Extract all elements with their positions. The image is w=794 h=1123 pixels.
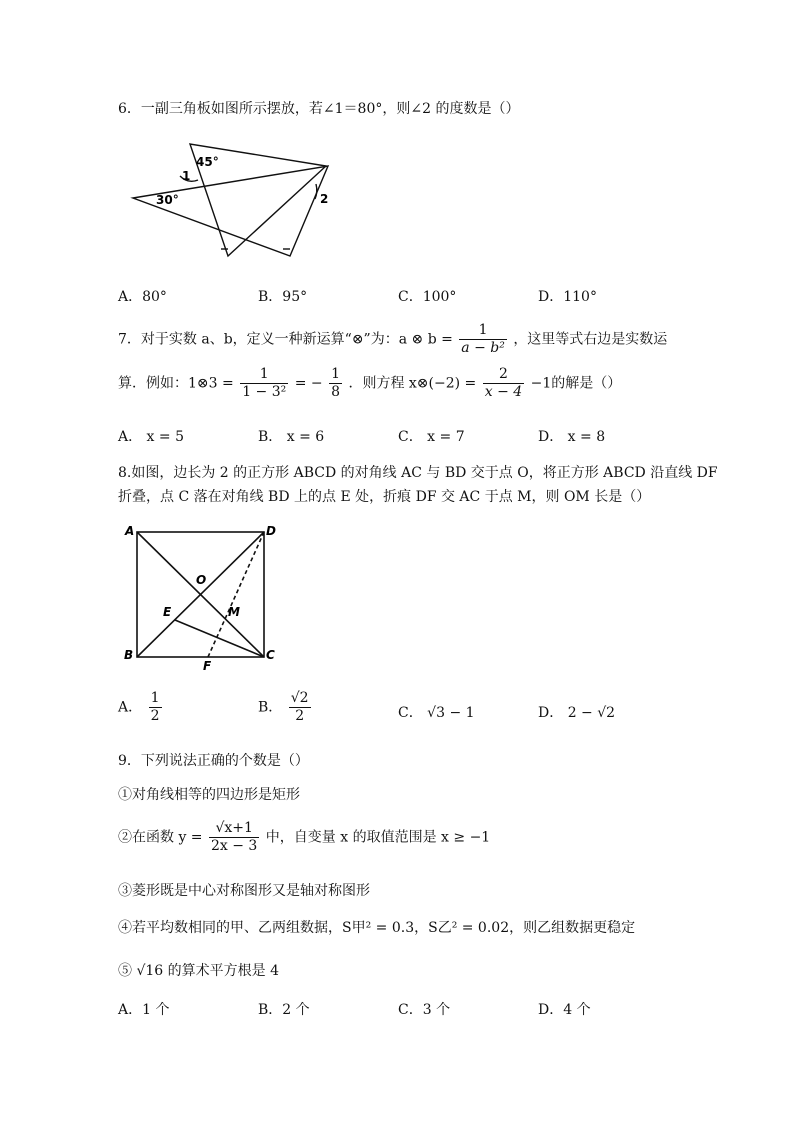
q8-option-d <box>538 702 615 722</box>
q7-eq-fraction <box>483 366 524 401</box>
q8-label-b: B <box>124 648 134 662</box>
q7-def-num: 1 <box>459 322 507 340</box>
q7-ex-den: 1 − 3² <box>242 384 287 400</box>
q7-line1 <box>118 322 667 357</box>
q8-line2: 折叠，点 C 落在对角线 BD 上的点 E 处，折痕 DF 交 AC 于点 M，则 OM 长是（） <box>118 489 651 505</box>
q7-ex-pre: 算．例如：1⊗3 = <box>118 375 234 392</box>
q7-option-d: D． x = 8 <box>538 429 606 445</box>
q9-s2-post: 中，自变量 x 的取值范围是 x ≥ −1 <box>265 829 491 846</box>
q6-option-a: A．80° <box>118 289 167 305</box>
q9-statement-5: ⑤ √16 的算术平方根是 4 <box>118 963 279 979</box>
q7-option-b: B． x = 6 <box>258 429 325 445</box>
q8-label-e: E <box>163 605 172 619</box>
q8-option-b <box>258 690 313 725</box>
q9-text: 9．下列说法正确的个数是（） <box>118 753 309 769</box>
q9-s2-den: 2x − 3 <box>211 838 258 854</box>
q6-triangle-figure <box>120 136 350 266</box>
q7-ex-fraction <box>240 366 288 401</box>
q8-option-d-value: 2 − √2 <box>567 705 616 721</box>
q9-statement-4: ④若平均数相同的甲、乙两组数据，S甲² = 0.3，S乙² = 0.02，则乙组数据更稳定 <box>118 920 636 936</box>
q8-label-f: F <box>203 659 212 672</box>
q7-ex-mid: = − <box>294 375 323 392</box>
q6-label-1: 1 <box>182 169 191 183</box>
q7-line2 <box>118 366 621 401</box>
q8-option-a-num: 1 <box>150 690 160 706</box>
q9-option-b: B．2 个 <box>258 1002 310 1018</box>
q8-label-m: M <box>228 605 240 619</box>
q8-option-a <box>118 690 164 725</box>
q7-post: ，这里等式右边是实数运 <box>513 331 668 348</box>
q7-option-c: C． x = 7 <box>398 429 465 445</box>
q8-option-b-fraction <box>289 690 311 725</box>
q8-option-d-label: D． <box>538 705 564 721</box>
q7-ex-post: ．则方程 x⊗(−2) = <box>348 375 477 392</box>
q6-label-2: 2 <box>320 192 329 206</box>
q7-eq-post: −1的解是（） <box>530 375 622 392</box>
q7-ex-fraction2 <box>329 366 342 401</box>
q8-label-d: D <box>266 524 276 538</box>
q8-label-a: A <box>125 524 135 538</box>
q8-option-a-fraction <box>149 690 162 725</box>
q8-option-c <box>398 702 475 722</box>
q8-square-figure <box>120 520 290 672</box>
q8-label-o: O <box>196 573 207 587</box>
q7-option-a: A． x = 5 <box>118 429 184 445</box>
q9-statement-3: ③菱形既是中心对称图形又是轴对称图形 <box>118 883 370 899</box>
q9-statement-1: ①对角线相等的四边形是矩形 <box>118 787 300 803</box>
q6-label-30: 30° <box>156 193 179 207</box>
q8-option-b-num: √2 <box>290 690 309 706</box>
q9-option-d: D．4 个 <box>538 1002 591 1018</box>
q9-s2-num: √x+1 <box>209 820 259 838</box>
q8-option-c-value: √3 − 1 <box>427 705 475 721</box>
q7-eq-den: x − 4 <box>484 384 523 400</box>
q6-label-45: 45° <box>196 155 219 169</box>
q7-ex-num2: 1 <box>331 366 340 382</box>
q8-line1: 8.如图，边长为 2 的正方形 ABCD 的对角线 AC 与 BD 交于点 O，将正方形 ABCD 沿直线 DF <box>118 465 718 481</box>
q8-option-a-den: 2 <box>150 708 160 724</box>
q7-def-fraction <box>459 322 507 357</box>
q7-eq-num: 2 <box>483 366 524 384</box>
q8-segment-ec <box>175 620 264 657</box>
q6-triangle-30 <box>133 166 328 256</box>
q8-option-a-label: A． <box>118 699 143 716</box>
q8-option-b-den: 2 <box>295 708 305 724</box>
q8-option-c-label: C． <box>398 705 423 721</box>
q7-ex-num: 1 <box>240 366 288 384</box>
q7-ex-den2: 8 <box>331 384 340 400</box>
q7-def-den: a − b² <box>461 340 505 356</box>
q9-option-a: A．1 个 <box>118 1002 170 1018</box>
q9-statement-2 <box>118 820 490 855</box>
q8-fold-df <box>208 532 264 657</box>
q6-option-b: B．95° <box>258 289 308 305</box>
q7-pre: 7．对于实数 a、b，定义一种新运算“⊗”为：a ⊗ b = <box>118 331 453 348</box>
q6-text: 6．一副三角板如图所示摆放，若∠1＝80°，则∠2 的度数是（） <box>118 101 520 117</box>
q9-option-c: C．3 个 <box>398 1002 451 1018</box>
q9-s2-pre: ②在函数 y = <box>118 829 203 846</box>
q8-option-b-label: B． <box>258 699 283 716</box>
q6-option-c: C．100° <box>398 289 457 305</box>
q6-option-d: D．110° <box>538 289 597 305</box>
q8-label-c: C <box>266 648 275 662</box>
q9-s2-fraction <box>209 820 259 855</box>
